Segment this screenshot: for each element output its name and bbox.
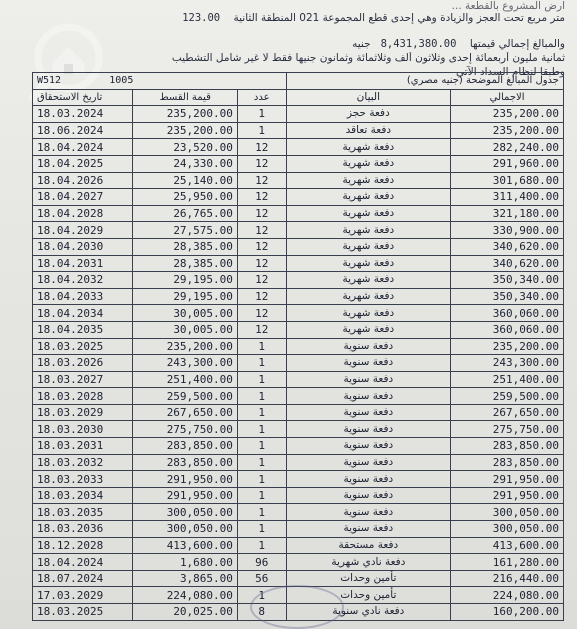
- row-count: 12: [237, 172, 286, 189]
- row-count: 12: [237, 139, 286, 156]
- row-description: دفعة شهرية: [286, 189, 451, 206]
- row-total: 300,050.00: [451, 504, 564, 521]
- header-description: البيان: [286, 89, 451, 106]
- row-description: دفعة سنوية: [286, 471, 451, 488]
- table-row: [33, 454, 564, 471]
- row-count: 12: [237, 155, 286, 172]
- row-date: 18.04.2024: [33, 554, 133, 571]
- row-total: 160,200.00: [451, 604, 564, 621]
- row-description: دفعة سنوية: [286, 338, 451, 355]
- row-date: 18.03.2033: [33, 471, 133, 488]
- table-row: [33, 404, 564, 421]
- row-count: 12: [237, 255, 286, 272]
- row-date: 18.04.2031: [33, 255, 133, 272]
- row-total: 282,240.00: [451, 139, 564, 156]
- row-total: 267,650.00: [451, 404, 564, 421]
- row-date: 18.07.2024: [33, 570, 133, 587]
- table-row: [33, 371, 564, 388]
- row-total: 216,440.00: [451, 570, 564, 587]
- table-row: [33, 139, 564, 156]
- row-amount: 259,500.00: [133, 388, 238, 405]
- row-amount: 267,650.00: [133, 404, 238, 421]
- row-date: 18.04.2032: [33, 272, 133, 289]
- row-date: 18.03.2026: [33, 355, 133, 372]
- table-row: [33, 338, 564, 355]
- row-count: 1: [237, 122, 286, 139]
- row-amount: 30,005.00: [133, 305, 238, 322]
- header-total-value: 8,431,380.00: [380, 38, 457, 50]
- row-amount: 291,950.00: [133, 471, 238, 488]
- row-date: 18.04.2024: [33, 139, 133, 156]
- row-amount: 25,950.00: [133, 189, 238, 206]
- caption-unit-number: 1005: [109, 75, 134, 87]
- row-count: 12: [237, 222, 286, 239]
- row-description: دفعة سنوية: [286, 487, 451, 504]
- row-date: 18.04.2025: [33, 155, 133, 172]
- row-amount: 235,200.00: [133, 122, 238, 139]
- table-row: [33, 155, 564, 172]
- header-date: تاريخ الاستحقاق: [33, 89, 133, 106]
- caption-code: W512: [37, 75, 62, 87]
- table-row: [33, 222, 564, 239]
- row-date: 18.03.2030: [33, 421, 133, 438]
- row-total: 243,300.00: [451, 355, 564, 372]
- header-area-value: 123.00: [182, 12, 221, 24]
- row-count: 1: [237, 421, 286, 438]
- row-count: 1: [237, 471, 286, 488]
- table-row: [33, 521, 564, 538]
- row-count: 12: [237, 189, 286, 206]
- row-total: 340,620.00: [451, 238, 564, 255]
- row-date: 18.04.2033: [33, 288, 133, 305]
- row-description: دفعة شهرية: [286, 305, 451, 322]
- row-total: 291,950.00: [451, 471, 564, 488]
- row-count: 96: [237, 554, 286, 571]
- row-total: 235,200.00: [451, 106, 564, 123]
- row-description: دفعة سنوية: [286, 371, 451, 388]
- row-description: دفعة سنوية: [286, 521, 451, 538]
- payment-schedule-table: [32, 72, 564, 621]
- row-amount: 224,080.00: [133, 587, 238, 604]
- row-count: 1: [237, 587, 286, 604]
- row-count: 1: [237, 537, 286, 554]
- table-row: [33, 471, 564, 488]
- header-line-1: ارض المشروع بالقطعة ...: [451, 0, 565, 12]
- row-date: 18.03.2035: [33, 504, 133, 521]
- table-row: [33, 537, 564, 554]
- row-amount: 283,850.00: [133, 438, 238, 455]
- row-count: 1: [237, 454, 286, 471]
- row-date: 18.04.2030: [33, 238, 133, 255]
- table-row: [33, 554, 564, 571]
- table-row: [33, 487, 564, 504]
- row-description: دفعة شهرية: [286, 272, 451, 289]
- table-row: [33, 172, 564, 189]
- row-count: 12: [237, 321, 286, 338]
- row-amount: 28,385.00: [133, 238, 238, 255]
- row-total: 291,950.00: [451, 487, 564, 504]
- table-caption-row: [33, 73, 564, 90]
- row-description: دفعة شهرية: [286, 172, 451, 189]
- header-total: الاجمالي: [451, 89, 564, 106]
- row-description: دفعة شهرية: [286, 288, 451, 305]
- row-amount: 243,300.00: [133, 355, 238, 372]
- table-row: [33, 504, 564, 521]
- table-row: [33, 388, 564, 405]
- row-description: دفعة سنوية: [286, 355, 451, 372]
- row-amount: 235,200.00: [133, 106, 238, 123]
- row-date: 18.03.2025: [33, 604, 133, 621]
- row-total: 301,680.00: [451, 172, 564, 189]
- row-date: 18.04.2026: [33, 172, 133, 189]
- table-row: [33, 189, 564, 206]
- row-date: 18.03.2027: [33, 371, 133, 388]
- table-row: [33, 238, 564, 255]
- row-total: 360,060.00: [451, 321, 564, 338]
- row-description: دفعة شهرية: [286, 321, 451, 338]
- row-date: 18.04.2029: [33, 222, 133, 239]
- row-count: 1: [237, 504, 286, 521]
- row-amount: 25,140.00: [133, 172, 238, 189]
- row-amount: 300,050.00: [133, 504, 238, 521]
- row-description: دفعة شهرية: [286, 222, 451, 239]
- row-description: دفعة نادي شهرية: [286, 554, 451, 571]
- row-count: 12: [237, 238, 286, 255]
- header-line-3: [20, 38, 565, 50]
- table-row: [33, 122, 564, 139]
- table-row: [33, 421, 564, 438]
- row-description: دفعة سنوية: [286, 388, 451, 405]
- row-amount: 20,025.00: [133, 604, 238, 621]
- row-amount: 251,400.00: [133, 371, 238, 388]
- row-amount: 300,050.00: [133, 521, 238, 538]
- row-date: 18.03.2025: [33, 338, 133, 355]
- row-total: 340,620.00: [451, 255, 564, 272]
- row-date: 18.03.2028: [33, 388, 133, 405]
- row-description: دفعة سنوية: [286, 504, 451, 521]
- row-total: 413,600.00: [451, 537, 564, 554]
- row-total: 283,850.00: [451, 454, 564, 471]
- row-amount: 23,520.00: [133, 139, 238, 156]
- row-description: دفعة شهرية: [286, 238, 451, 255]
- row-total: 360,060.00: [451, 305, 564, 322]
- row-count: 8: [237, 604, 286, 621]
- row-amount: 1,680.00: [133, 554, 238, 571]
- row-total: 311,400.00: [451, 189, 564, 206]
- row-total: 224,080.00: [451, 587, 564, 604]
- row-description: تأمين وحدات: [286, 587, 451, 604]
- row-date: 18.03.2031: [33, 438, 133, 455]
- row-count: 1: [237, 388, 286, 405]
- row-date: 18.03.2029: [33, 404, 133, 421]
- header-line-2-text: متر مربع تحت العجز والزيادة وهي إحدى قطع المجموعة 021 المنطقة الثانية: [233, 12, 565, 24]
- row-amount: 275,750.00: [133, 421, 238, 438]
- row-amount: 291,950.00: [133, 487, 238, 504]
- row-description: دفعة شهرية: [286, 205, 451, 222]
- row-date: 17.03.2029: [33, 587, 133, 604]
- row-amount: 283,850.00: [133, 454, 238, 471]
- row-date: 18.03.2034: [33, 487, 133, 504]
- row-description: دفعة نادي سنوية: [286, 604, 451, 621]
- table-row: [33, 106, 564, 123]
- row-description: دفعة مستحقة: [286, 537, 451, 554]
- table-header-row: [33, 89, 564, 106]
- row-amount: 3,865.00: [133, 570, 238, 587]
- row-count: 1: [237, 487, 286, 504]
- row-total: 275,750.00: [451, 421, 564, 438]
- table-row: [33, 438, 564, 455]
- row-description: دفعة شهرية: [286, 255, 451, 272]
- table-row: [33, 288, 564, 305]
- caption-title: جدول المبالغ الموضحة (جنيه مصري): [286, 73, 563, 90]
- row-count: 1: [237, 355, 286, 372]
- row-count: 12: [237, 205, 286, 222]
- row-description: تأمين وحدات: [286, 570, 451, 587]
- row-amount: 29,195.00: [133, 272, 238, 289]
- row-total: 235,200.00: [451, 122, 564, 139]
- row-total: 259,500.00: [451, 388, 564, 405]
- table-row: [33, 255, 564, 272]
- row-count: 56: [237, 570, 286, 587]
- header-line-2: [20, 12, 565, 24]
- table-row: [33, 355, 564, 372]
- row-date: 18.06.2024: [33, 122, 133, 139]
- row-total: 235,200.00: [451, 338, 564, 355]
- row-date: 18.04.2027: [33, 189, 133, 206]
- row-count: 1: [237, 521, 286, 538]
- row-date: 18.12.2028: [33, 537, 133, 554]
- table-row: [33, 305, 564, 322]
- table-row: [33, 272, 564, 289]
- row-total: 300,050.00: [451, 521, 564, 538]
- row-amount: 29,195.00: [133, 288, 238, 305]
- row-count: 1: [237, 371, 286, 388]
- row-amount: 413,600.00: [133, 537, 238, 554]
- row-amount: 30,005.00: [133, 321, 238, 338]
- row-date: 18.04.2034: [33, 305, 133, 322]
- header-total-unit: جنيه: [352, 38, 371, 50]
- row-description: دفعة سنوية: [286, 404, 451, 421]
- row-date: 18.04.2028: [33, 205, 133, 222]
- row-total: 161,280.00: [451, 554, 564, 571]
- row-total: 350,340.00: [451, 272, 564, 289]
- stamp-mark: [250, 585, 344, 629]
- row-date: 18.03.2036: [33, 521, 133, 538]
- row-description: دفعة سنوية: [286, 438, 451, 455]
- row-count: 1: [237, 438, 286, 455]
- row-date: 18.04.2035: [33, 321, 133, 338]
- row-total: 330,900.00: [451, 222, 564, 239]
- row-date: 18.03.2024: [33, 106, 133, 123]
- header-line-4: ثمانية مليون أربعمائة إحدى وثلاثون ألف وثلاثمائة وثمانون جنيها فقط لا غير شامل التشطيب: [171, 52, 565, 64]
- row-total: 251,400.00: [451, 371, 564, 388]
- row-total: 350,340.00: [451, 288, 564, 305]
- table-row: [33, 205, 564, 222]
- row-amount: 26,765.00: [133, 205, 238, 222]
- row-count: 12: [237, 288, 286, 305]
- row-total: 291,960.00: [451, 155, 564, 172]
- header-line-5: وطبقا لنظام السداد الآتي: [456, 66, 565, 78]
- row-description: دفعة سنوية: [286, 421, 451, 438]
- row-total: 321,180.00: [451, 205, 564, 222]
- row-count: 12: [237, 272, 286, 289]
- row-amount: 27,575.00: [133, 222, 238, 239]
- row-amount: 24,330.00: [133, 155, 238, 172]
- header-count: عدد: [237, 89, 286, 106]
- row-count: 1: [237, 106, 286, 123]
- row-description: دفعة سنوية: [286, 454, 451, 471]
- table-row: [33, 321, 564, 338]
- row-date: 18.03.2032: [33, 454, 133, 471]
- row-amount: 235,200.00: [133, 338, 238, 355]
- header-amount: قيمة القسط: [133, 89, 238, 106]
- row-count: 1: [237, 404, 286, 421]
- row-description: دفعة شهرية: [286, 155, 451, 172]
- header-total-label: والمبالغ إجمالي قيمتها: [469, 38, 565, 50]
- row-description: دفعة حجز: [286, 106, 451, 123]
- row-total: 283,850.00: [451, 438, 564, 455]
- row-count: 12: [237, 305, 286, 322]
- row-count: 1: [237, 338, 286, 355]
- row-description: دفعة تعاقد: [286, 122, 451, 139]
- row-amount: 28,385.00: [133, 255, 238, 272]
- row-description: دفعة شهرية: [286, 139, 451, 156]
